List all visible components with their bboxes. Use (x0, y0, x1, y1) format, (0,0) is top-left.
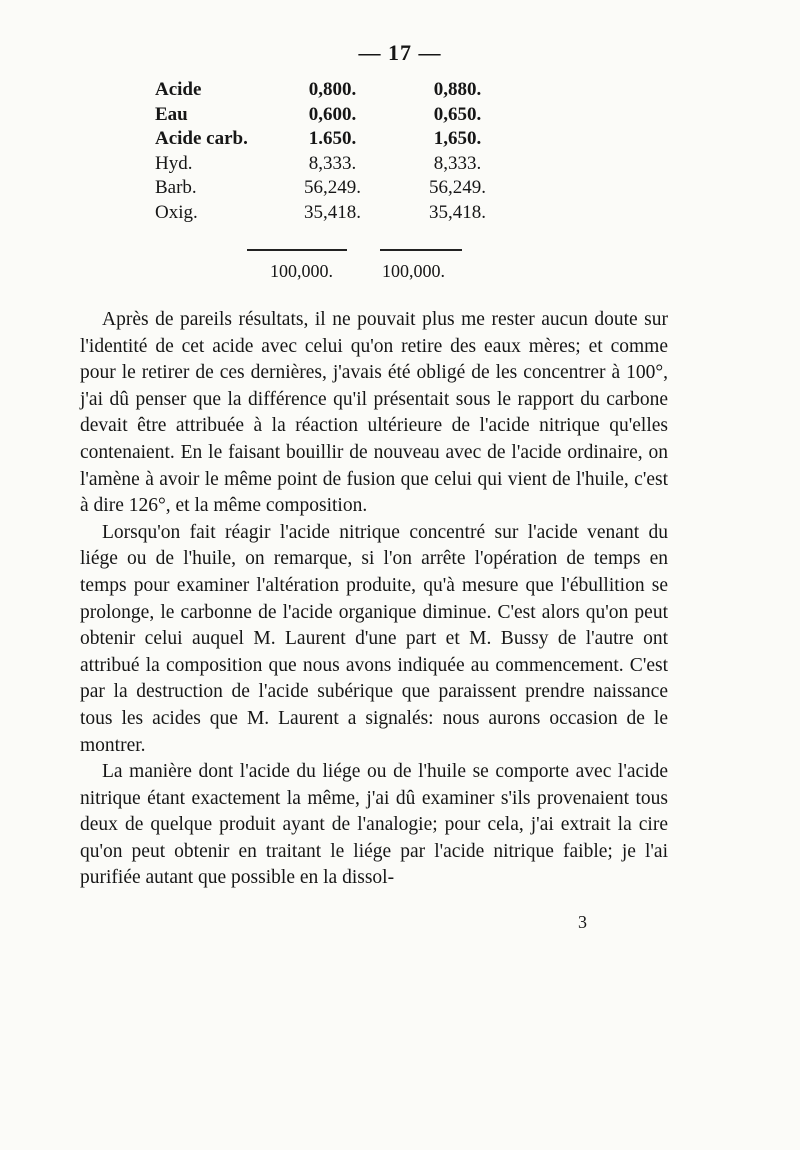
sum-rule-1 (247, 249, 347, 251)
sum-rule-2 (380, 249, 462, 251)
row-label: Acide (155, 79, 202, 100)
value-1: 8,333. (308, 152, 357, 174)
paragraph: Après de pareils résultats, il ne pouvait plus me rester aucun doute sur l'identité de cet acide avec celui qu'on retire des eaux mères; et comme pour le retirer de ces dernières, j'avais été obligé de les concentrer à 100°, j'ai dû penser que la différence qu'il présentait sous le rapport du carbone devait être attribuée à la réaction ultérieure de l'acide nitrique qu'elles contenaient. En le faisant bouillir de nouveau avec de l'acide ordinaire, on l'amène à avoir le même point de fusion que celui qui vient de l'huile, c'est à dire 126°, et la même composition. (80, 309, 668, 517)
value-1: 0,800. (308, 79, 357, 100)
row-label: Acide carb. (155, 128, 248, 149)
value-2: 8,333. (433, 152, 482, 174)
total-2: 100,000. (382, 261, 445, 281)
table-row (155, 127, 520, 152)
totals-row (270, 261, 445, 282)
table-row (155, 152, 520, 177)
row-label: Hyd. (155, 152, 193, 174)
paragraph: Lorsqu'on fait réagir l'acide nitrique concentré sur l'acide venant du liége ou de l'huile, on remarque, si l'on arrête l'opération de temps en temps pour examiner l'altération produite, qu'à mesure que l'ébullition se prolonge, le carbonne de l'acide organique diminue. C'est alors qu'on peut obtenir celui auquel M. Laurent d'une part et M. Bussy de l'autre ont attribué la composition que nous avons indiquée au commencement. C'est par la destruction de l'acide subérique que paraissent prendre naissance tous les acides que M. Laurent a signalés: nous aurons occasion de le montrer. (80, 521, 668, 756)
table-row (155, 103, 520, 128)
value-2: 1,650. (433, 128, 482, 149)
row-label: Eau (155, 103, 188, 125)
paragraph: La manière dont l'acide du liége ou de l'huile se comporte avec l'acide nitrique étant exactement la même, j'ai dû examiner s'ils provenaient tous deux de quelque produit ayant de l'analogie; pour cela, j'ai extrait la cire qu'on peut obtenir en traitant le liége par l'acide nitrique faible; je l'ai purifiée autant que possible en la dissol- (80, 761, 668, 889)
value-1: 0,600. (308, 103, 357, 125)
total-1: 100,000. (270, 261, 333, 281)
table-row (155, 201, 520, 226)
table-row (155, 78, 520, 103)
row-label: Barb. (155, 177, 197, 198)
composition-table (155, 78, 520, 225)
value-2: 0,880. (433, 79, 482, 100)
value-1: 35,418. (304, 201, 361, 223)
page-number: — 17 — (358, 40, 442, 65)
value-2: 35,418. (429, 201, 486, 223)
body-text (80, 307, 668, 892)
value-1: 56,249. (304, 177, 361, 198)
row-label: Oxig. (155, 201, 198, 223)
value-1: 1.650. (308, 128, 357, 149)
value-2: 0,650. (433, 103, 482, 125)
signature-mark: 3 (578, 912, 587, 932)
table-row (155, 176, 520, 201)
value-2: 56,249. (429, 177, 486, 198)
